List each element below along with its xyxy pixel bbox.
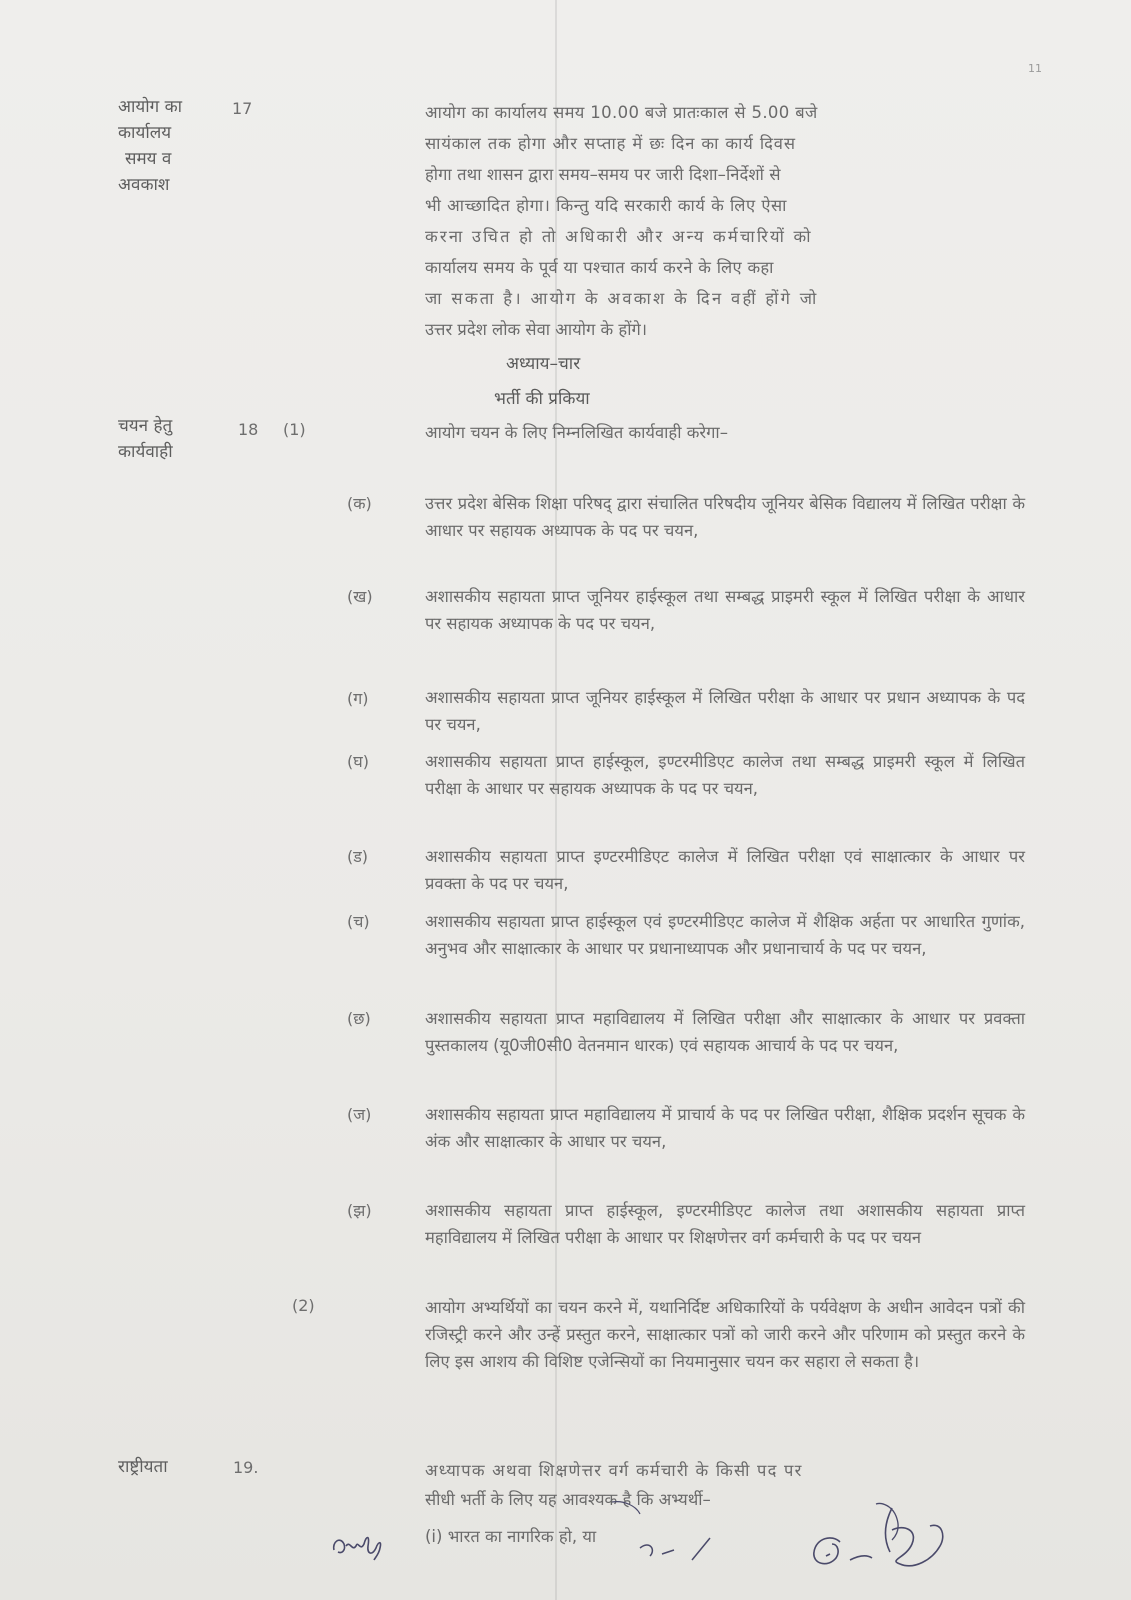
- list-item: अशासकीय सहायता प्राप्त हाईस्कूल, इण्टरमीडिएट कालेज तथा सम्बद्ध प्राइमरी स्कूल में लिखित परीक्षा के आधार पर सहायक अध्यापक के पद पर चयन,: [425, 752, 1025, 798]
- section-18-intro: आयोग चयन के लिए निम्नलिखित कार्यवाही करेगा–: [425, 423, 728, 442]
- body-line: कार्यालय समय के पूर्व या पश्चात कार्य करने के लिए कहा: [425, 258, 774, 277]
- item-label: (ड): [347, 847, 369, 866]
- section-18-margin-heading: [118, 413, 173, 465]
- margin-line: अवकाश: [118, 175, 170, 195]
- body-line: आयोग का कार्यालय समय 10.00 बजे प्रातःकाल से 5.00 बजे: [425, 103, 818, 122]
- item-label: (क): [347, 494, 372, 513]
- chapter-subtitle: भर्ती की प्रकिया: [494, 389, 590, 409]
- list-item: उत्तर प्रदेश बेसिक शिक्षा परिषद् द्वारा संचालित परिषदीय जूनियर बेसिक विद्यालय में लिखित परीक्षा के आधार पर सहायक अध्यापक के पद पर चयन,: [425, 494, 1025, 540]
- list-item: अशासकीय सहायता प्राप्त हाईस्कूल एवं इण्टरमीडिएट कालेज में शैक्षिक अर्हता पर आधारित गुणांक, अनुभव और साक्षात्कार के आधार पर प्रधानाध्यापक और प्रधानाचार्य के पद पर चयन,: [425, 912, 1025, 958]
- list-item: अशासकीय सहायता प्राप्त जूनियर हाईस्कूल तथा सम्बद्ध प्राइमरी स्कूल में लिखित परीक्षा के आधार पर सहायक अध्यापक के पद पर चयन,: [425, 587, 1025, 633]
- section-19-margin-heading: राष्ट्रीयता: [118, 1457, 168, 1477]
- body-line: करना उचित हो तो अधिकारी और अन्य कर्मचारियों को: [425, 227, 813, 246]
- body-line: सायंकाल तक होगा और सप्ताह में छः दिन का कार्य दिवस: [425, 134, 796, 153]
- handwritten-signatures-right: [600, 1500, 1020, 1590]
- section-19-number: 19.: [233, 1458, 259, 1477]
- item-label: (ख): [347, 587, 373, 606]
- item-label: (ग): [347, 689, 369, 708]
- margin-line: कार्यवाही: [118, 442, 173, 462]
- section-18-number: 18: [238, 420, 259, 439]
- margin-line: चयन हेतु: [118, 416, 173, 436]
- body-line: उत्तर प्रदेश लोक सेवा आयोग के होंगे।: [425, 320, 648, 339]
- body-line: होगा तथा शासन द्वारा समय–समय पर जारी दिशा–निर्देशों से: [425, 165, 781, 184]
- item-label: (ज): [347, 1105, 372, 1124]
- list-item: अशासकीय सहायता प्राप्त महाविद्यालय में प्राचार्य के पद पर लिखित परीक्षा, शैक्षिक प्रदर्शन सूचक के अंक और साक्षात्कार के आधार पर चयन,: [425, 1105, 1025, 1151]
- item-label: (घ): [347, 752, 369, 771]
- margin-line: आयोग का: [118, 97, 183, 117]
- clause-2-label: (2): [292, 1296, 315, 1315]
- clause-1-label: (1): [283, 420, 306, 439]
- handwritten-initials-left: [330, 1522, 390, 1562]
- body-line: सीधी भर्ती के लिए यह आवश्यक है कि अभ्यर्थी–: [425, 1490, 711, 1509]
- item-label: (च): [347, 912, 370, 931]
- list-item: अशासकीय सहायता प्राप्त जूनियर हाईस्कूल में लिखित परीक्षा के आधार पर प्रधान अध्यापक के पद पर चयन,: [425, 688, 1025, 734]
- section-17-margin-heading: [118, 94, 182, 198]
- margin-line: समय व: [125, 149, 172, 169]
- body-line: जा सकता है। आयोग के अवकाश के दिन वहीं होंगे जो: [425, 289, 819, 308]
- item-label: (झ): [347, 1201, 372, 1220]
- clause-2-text: आयोग अभ्यर्थियों का चयन करने में, यथानिर्दिष्ट अधिकारियों के पर्यवेक्षण के अधीन आवेदन पत्रों की रजिस्ट्री करने और उन्हें प्रस्तुत करने, साक्षात्कार पत्रों को जारी करने और परिणाम को प्रस्तुत करने के लिए इस आशय की विशिष्ट एजेन्सियों का नियमानुसार चयन कर सहारा ले सकता है।: [425, 1298, 1025, 1371]
- list-item: अशासकीय सहायता प्राप्त महाविद्यालय में लिखित परीक्षा और साक्षात्कार के आधार पर प्रवक्ता पुस्तकालय (यू0जी0सी0 वेतनमान धारक) एवं सहायक आचार्य के पद पर चयन,: [425, 1009, 1025, 1055]
- list-item: अशासकीय सहायता प्राप्त हाईस्कूल, इण्टरमीडिएट कालेज तथा अशासकीय सहायता प्राप्त महाविद्यालय में लिखित परीक्षा के आधार पर शिक्षणेत्तर वर्ग कर्मचारी के पद पर चयन: [425, 1201, 1025, 1247]
- page-marker: 11: [1028, 62, 1042, 75]
- section-17-number: 17: [232, 99, 253, 118]
- body-line: अध्यापक अथवा शिक्षणेत्तर वर्ग कर्मचारी के किसी पद पर: [425, 1461, 803, 1480]
- section-19-item-i: (i) भारत का नागरिक हो, या: [425, 1527, 597, 1546]
- body-line: भी आच्छादित होगा। किन्तु यदि सरकारी कार्य के लिए ऐसा: [425, 196, 787, 215]
- list-item: अशासकीय सहायता प्राप्त इण्टरमीडिएट कालेज में लिखित परीक्षा एवं साक्षात्कार के आधार पर प्रवक्ता के पद पर चयन,: [425, 847, 1025, 893]
- margin-line: कार्यालय: [118, 123, 172, 143]
- item-label: (छ): [347, 1009, 371, 1028]
- chapter-title: अध्याय–चार: [506, 354, 581, 374]
